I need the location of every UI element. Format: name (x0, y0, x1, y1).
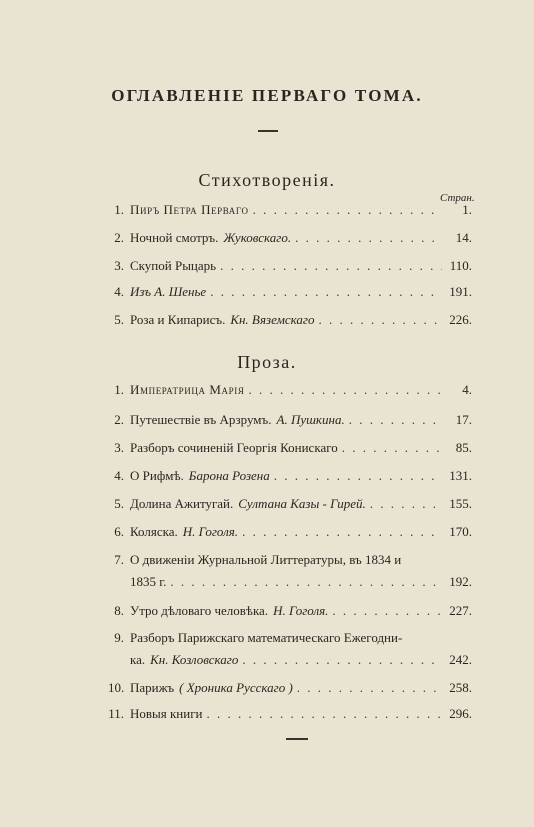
toc-entry[interactable] (108, 258, 472, 280)
entry-number: 3. (114, 258, 124, 273)
entry-author: Н. Гоголя. (273, 603, 329, 618)
entry-number: 4. (114, 468, 124, 483)
entry-author: Кн. Вяземскаго (230, 312, 315, 327)
entry-author: Изъ А. Шенье (130, 284, 207, 299)
leader-dots (253, 202, 442, 218)
leader-dots (342, 440, 442, 456)
entry-page: 296. (449, 706, 472, 721)
title-rule (258, 130, 278, 132)
entry-number: 11. (108, 706, 124, 721)
leader-dots (318, 312, 442, 328)
leader-dots (332, 603, 442, 619)
entry-page: 14. (455, 230, 472, 245)
entry-author: Кн. Козловскаго (150, 652, 239, 667)
page-column-label: Стран. (440, 192, 475, 204)
poetry-header: Стихотворенія. (198, 170, 336, 190)
toc-entry[interactable] (108, 630, 472, 652)
entry-number: 5. (114, 496, 124, 511)
entry-page: 110. (449, 258, 472, 273)
entry-title: Разборъ сочиненій Георгія Конискаго (130, 440, 338, 455)
entry-author: Н. Гоголя. (182, 524, 239, 539)
toc-entry[interactable] (108, 680, 472, 702)
entry-title: Коляска. (130, 524, 178, 539)
page-title: ОГЛАВЛЕНІЕ ПЕРВАГО ТОМА. (111, 86, 423, 105)
leader-dots (297, 680, 442, 696)
toc-entry[interactable] (108, 412, 472, 434)
entry-number: 6. (114, 524, 124, 539)
entry-page: 227. (449, 603, 472, 618)
leader-dots (242, 524, 442, 540)
entry-number: 7. (114, 552, 124, 567)
entry-number: 1. (114, 382, 124, 397)
entry-title: Утро дѣловаго человѣка. (130, 603, 269, 618)
entry-title: Императрица Марія (130, 382, 245, 397)
entry-title: О движеніи Журнальной Литтературы, въ 1834 и (130, 552, 402, 567)
entry-page: 131. (449, 468, 472, 483)
toc-entry[interactable] (108, 202, 472, 224)
entry-title: Ночной смотръ. (130, 230, 219, 245)
entry-number: 10. (108, 680, 125, 695)
toc-entry[interactable] (108, 496, 472, 518)
entry-page: 17. (455, 412, 472, 427)
leader-dots (170, 574, 442, 590)
toc-entry[interactable] (108, 382, 472, 404)
leader-dots (295, 230, 442, 246)
entry-number: 9. (114, 630, 124, 645)
entry-title-continuation: 1835 г. (130, 574, 167, 589)
leader-dots (242, 652, 442, 668)
entry-number: 2. (114, 230, 124, 245)
entry-number: 3. (114, 440, 124, 455)
entry-page: 242. (449, 652, 472, 667)
entry-title: Парижъ (130, 680, 175, 695)
leader-dots (220, 258, 442, 274)
leader-dots (349, 412, 442, 428)
leader-dots (207, 706, 442, 722)
entry-title: Пиръ Петра Перваго (130, 202, 249, 217)
entry-author: А. Пушкина. (276, 412, 345, 427)
entry-page: 85. (455, 440, 472, 455)
leader-dots (370, 496, 442, 512)
entry-page: 170. (449, 524, 472, 539)
entry-title: Разборъ Парижскаго математическаго Ежегодни- (130, 630, 403, 645)
prose-header: Проза. (237, 352, 297, 372)
entry-page: 1. (462, 202, 472, 217)
entry-page: 258. (449, 680, 472, 695)
toc-entry[interactable] (108, 706, 472, 728)
entry-number: 2. (114, 412, 124, 427)
leader-dots (274, 468, 442, 484)
entry-page: 192. (449, 574, 472, 589)
toc-entry[interactable] (108, 312, 472, 334)
entry-title: Роза и Кипарисъ. (130, 312, 226, 327)
entry-number: 4. (114, 284, 124, 299)
entry-author: Жуковскаго. (223, 230, 292, 245)
entry-title: Новыя книги (130, 706, 203, 721)
toc-entry[interactable] (108, 440, 472, 462)
entry-page: 4. (462, 382, 472, 397)
entry-author: Султана Казы - Гирей. (238, 496, 366, 511)
toc-entry-continuation[interactable] (108, 574, 472, 596)
entry-number: 5. (114, 312, 124, 327)
entry-title: Скупой Рыцарь (130, 258, 217, 273)
leader-dots (248, 382, 442, 398)
toc-entry[interactable] (108, 468, 472, 490)
toc-entry[interactable] (108, 284, 472, 306)
leader-dots (210, 284, 442, 300)
entry-page: 191. (449, 284, 472, 299)
entry-page: 155. (449, 496, 472, 511)
entry-author: Барона Розена (188, 468, 270, 483)
entry-number: 8. (114, 603, 124, 618)
entry-title: О Рифмѣ. (130, 468, 184, 483)
entry-title: Путешествіе въ Арзрумъ. (130, 412, 272, 427)
toc-entry[interactable] (108, 552, 472, 574)
entry-author: ( Хроника Русскаго ) (179, 680, 293, 695)
toc-entry[interactable] (108, 230, 472, 252)
entry-number: 1. (114, 202, 124, 217)
closing-rule (286, 738, 308, 740)
entry-title: Долина Ажитугай. (130, 496, 234, 511)
entry-title-continuation: ка. (130, 652, 146, 667)
entry-page: 226. (449, 312, 472, 327)
toc-entry-continuation[interactable] (108, 652, 472, 674)
toc-entry[interactable] (108, 524, 472, 546)
toc-entry[interactable] (108, 603, 472, 625)
